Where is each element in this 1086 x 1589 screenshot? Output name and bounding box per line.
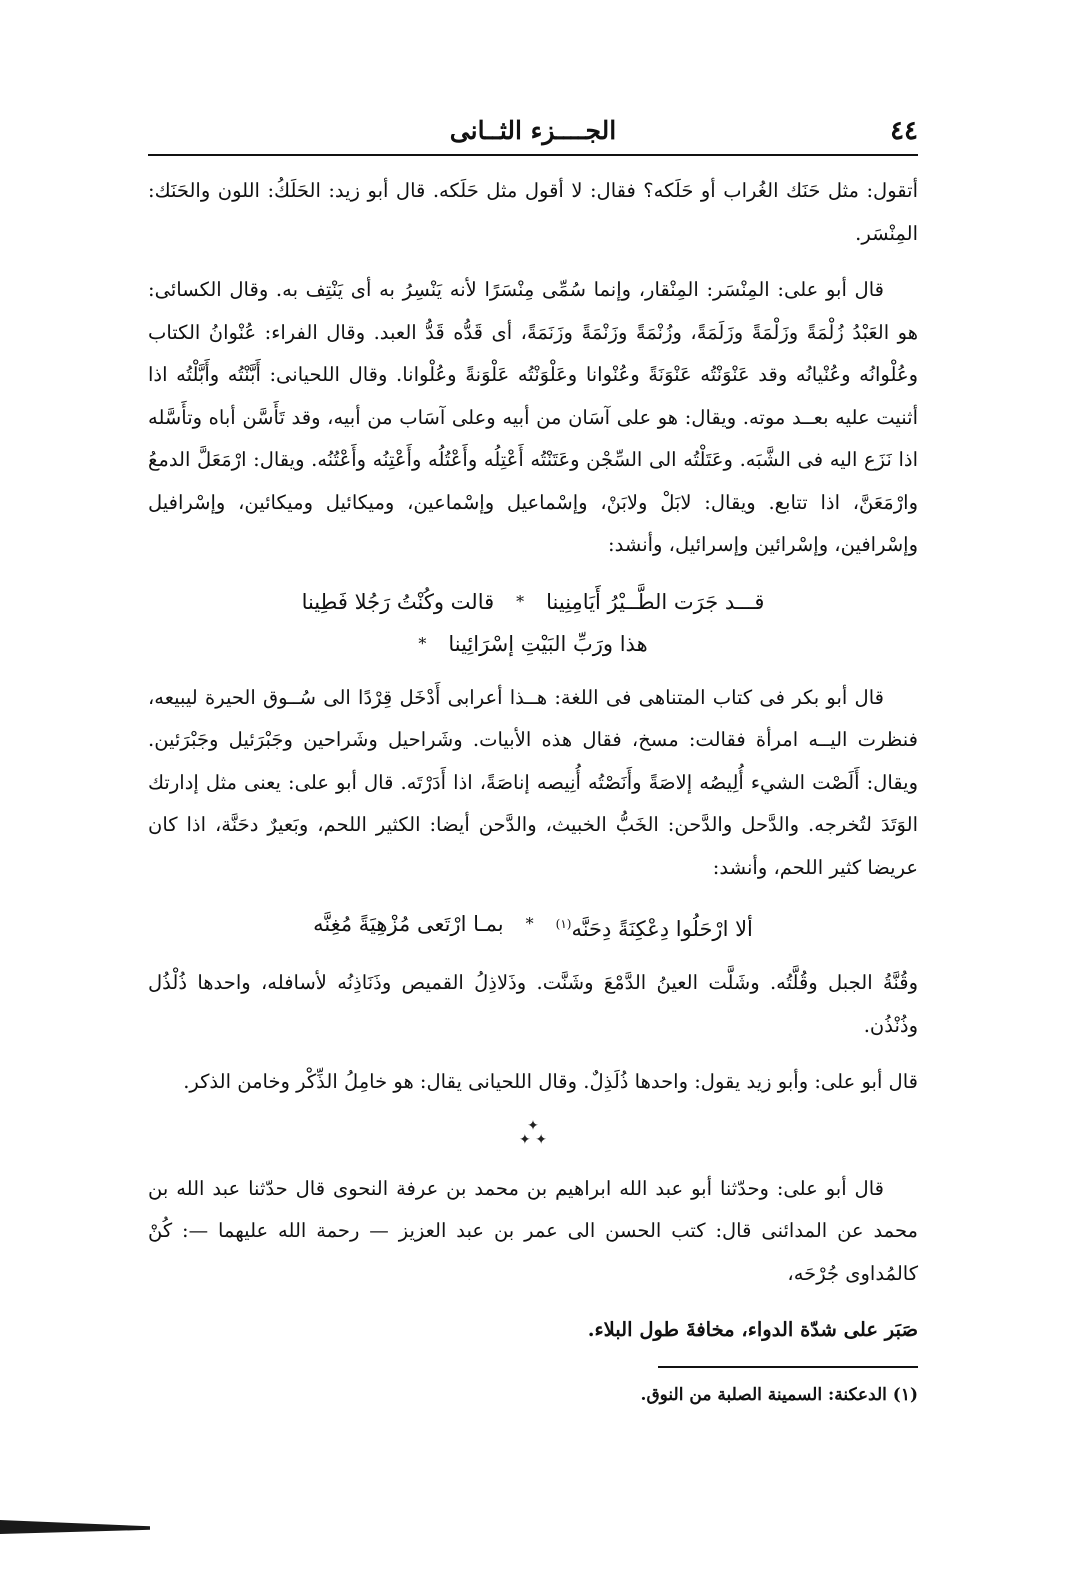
poem-1-verse-1 [148, 581, 918, 623]
page-number: ٤٤ [890, 116, 918, 146]
running-header [148, 110, 918, 156]
part-title: الجــــزء الثــانى [449, 116, 617, 145]
footnote: (١) الدعكنة: السمينة الصلبة من النوق. [640, 1384, 918, 1405]
section-ornament-icon: ✦ ✦ ✦ [519, 1117, 547, 1148]
hemistich: بمـا ارْتَعى مُزْهِيَةً مُغِنَّه [313, 912, 504, 936]
poem-2-verse [148, 903, 918, 950]
verse-separator-icon: * [525, 914, 534, 933]
footnote-marker: (١) [555, 917, 572, 931]
footnote-divider [658, 1366, 918, 1368]
book-page [148, 110, 918, 1410]
paragraph-1: أتقول: مثل حَنَك الغُراب أو حَلَكه؟ فقال: لا أقول مثل حَلَكه. قال أبو زيد: الحَلَكُ: اللون والحَنَك: المِنْسَر. [148, 179, 918, 245]
hemistich: قالت وكُنْتُ رَجُلا فَطِينا [301, 589, 495, 614]
paragraph-4: وقُنَّةُ الجبل وقُلَّتُه. وشَلَّت العينُ الدَّمْعَ وشَنَّت. وذَلاذِلُ القميص وذَنَاذِنُه لأسافله، واحدها ذُلْذُل وذُنْذُن. [148, 971, 918, 1037]
verse-separator-icon: * [418, 633, 427, 653]
paragraph-6: قال أبو على: وحدّثنا أبو عبد الله ابراهيم بن محمد بن عرفة النحوى قال حدّثنا عبد الله بن محمد عن المدائنى قال: كتب الحسن الى عمر بن عبد العزيز — رحمة الله عليهما —: كُنْ كالمُداوى جُرْحَه، [148, 1176, 918, 1285]
hemistich: هذا ورَبِّ البَيْتِ إسْرَائِينا [448, 631, 648, 656]
paragraph-5: قال أبو على: وأبو زيد يقول: واحدها ذُلَذِلٌ. وقال اللحيانى يقال: هو خامِلُ الذِّكْر وخامن الذكر. [183, 1070, 918, 1093]
paragraph-2: قال أبو على: المِنْسَر: المِنْقار، وإنما سُمِّى مِنْسَرًا لأنه يَنْسِرُ به أى يَنْتِف به. وقال الكسائى: هو العَبْدُ زُلْمَةً وزَلْمَةً وزَلَمَةً، وزُنْمَةً وزَنْمَةً وزَنَمَةً، أى قَدُّه قَدُّ العبد. وقال الفراء: عُنْوانُ الكتاب وعُلْوانُه وعُنْيانُه وقد عَنْوَنْتُه عَنْوَنَةً وعُنْوانا وعَلْوَنْتُه عَلْوَنةً وعُلْوانا. وقال اللحيانى: أَبَّنْتُه وأَبَّلْتُه اذا أثنيت عليه بعــد موته. ويقال: هو على آسَان من أبيه وعلى آسَاب من أبيه، وقد تَأَسَّن أباه وتأَسَّله اذا نَزَع اليه فى الشَّبَه. وعَتَلْتُه الى السِّجْن وعَتَنْتُه أَعْتِلُه وأَعْتُلُه وأَعْتِنُه وأَعْتُنُه. ويقال: ارْمَعَلَّ الدمعُ وارْمَعَنَّ، اذا تتابع. ويقال: لابَلْ ولابَنْ، وإسْماعيل وإسْماعين، وميكائيل وميكائين، وإسْرافيل وإسْرافين، وإسْرائين وإسرائيل، وأنشد: [148, 278, 918, 556]
scan-edge-mark [0, 1520, 150, 1534]
hemistich: قـــد جَرَت الطَّــيْرُ أَيَامِنِينا [546, 589, 765, 614]
verse-separator-icon: * [516, 591, 525, 611]
paragraph-3: قال أبو بكر فى كتاب المتناهى فى اللغة: هــذا أعرابى أَدْخَل قِرْدًا الى سُــوق الحيرة ليبيعه، فنظرت اليــه امرأة فقالت: مسخ، فقال هذه الأبيات. وشَراحيل وشَراحين وجَبْرَئيل وجَبْرَئين. ويقال: أَلَصْت الشيء أُلِيصُه إلاصَةً وأَنَصْتُه أُنِيصه إناصَةً، اذا أَدَرْتَه. قال أبو على: يعنى مثل إدارتك الوَتَدَ لتُخرجه. والدَّحل والدَّحن: الخَبُّ الخبيث، والدَّحن أيضا: الكثير اللحم، وبَعيرٌ دحَنَّة، اذا كان عريضا كثير اللحم، وأنشد: [148, 685, 918, 879]
hemistich: ألا ارْحَلُوا دِعْكِنَةً دِحَنَّه$^{(١)}$ [555, 917, 753, 941]
poem-1 [148, 581, 918, 665]
poem-1-verse-2 [148, 623, 918, 665]
page-body [148, 170, 918, 1410]
poem-2 [148, 903, 918, 950]
paragraph-7: صَبَر على شدّة الدواء، مخافةَ طول البلاء. [587, 1318, 918, 1341]
